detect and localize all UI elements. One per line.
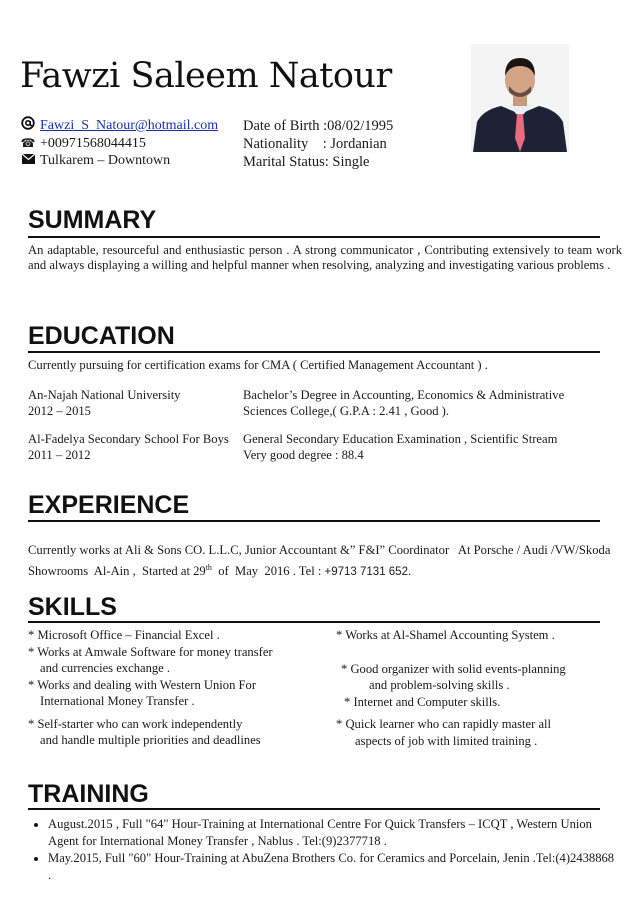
skill-item: and problem-solving skills . [369,678,510,692]
school-name: Al-Fadelya Secondary School For Boys [28,432,229,446]
profile-photo [471,44,569,152]
skill-item: * Works at Amwale Software for money transfer [28,644,273,659]
applicant-name: Fawzi Saleem Natour [20,56,392,96]
training-heading: TRAINING [28,780,149,808]
degree-line: Bachelor’s Degree in Accounting, Economics & Administrative [243,388,565,402]
skill-list-right [336,627,566,749]
experience-heading: EXPERIENCE [28,491,190,519]
phone-row [20,135,218,152]
experience-start-text: Showrooms Al-Ain , Started at 29 [28,564,206,579]
training-item: • May.2015, Full "60" Hour-Training at AbuZena Brothers Co. for Ceramics and Porcelain, Jenin .Tel:(4)2438868 . [48,850,618,883]
education-intro: Currently pursuing for certification exams for CMA ( Certified Management Accountant ) . [28,358,488,372]
skill-item: * Good organizer with solid events-planning [341,661,566,676]
training-item: • August.2015 , Full "64" Hour-Training at International Centre For Quick Transfers – ICQT , Western Union Agent for International Money Transfer , Nablus . Tel:(9)2377718 . [48,816,618,849]
skill-item: aspects of job with limited training . [355,733,538,748]
skill-item: International Money Transfer . [40,694,195,708]
date-of-birth: Date of Birth :08/02/1995 [243,118,394,134]
education-divider [28,351,600,353]
degree-line: General Secondary Education Examination , Scientific Stream [243,432,558,446]
education-entry-2-school [28,432,229,463]
skill-item: and currencies exchange . [40,661,171,675]
email-link[interactable]: Fawzi_S_Natour@hotmail.com [40,118,219,133]
address-text: Tulkarem – Downtown [40,153,171,168]
skills-divider [28,621,600,623]
email-row [20,116,218,135]
nationality: Nationality : Jordanian [243,136,387,152]
marital-status: Marital Status: Single [243,154,370,170]
summary-heading: SUMMARY [28,206,157,234]
contact-block [20,116,218,169]
school-years: 2012 – 2015 [28,403,91,418]
phone-icon: ☎ [20,136,36,150]
degree-line: Very good degree : 88.4 [243,447,364,462]
education-entry-2-degree [243,432,557,463]
education-entry-1-school [28,388,180,419]
summary-text: An adaptable, resourceful and enthusiastic person . A strong communicator , Contributing extensively to team work and always displaying a willing and helpful manner when resolving, analyzing and investigating various problems . [28,243,622,272]
date-suffix: th [205,563,212,572]
skill-item: * Works and dealing with Western Union For [28,677,257,692]
envelope-icon [20,152,36,169]
summary-divider [28,236,600,238]
experience-text [28,541,622,581]
address-row [20,152,218,169]
skill-item: * Works at Al-Shamel Accounting System . [336,628,555,642]
training-divider [28,808,600,810]
skill-item: * Quick learner who can rapidly master all [336,717,552,731]
school-name: An-Najah National University [28,388,181,402]
training-list [28,816,618,884]
school-years: 2011 – 2012 [28,447,91,462]
degree-line: Sciences College,( G.P.A : 2.41 , Good ). [243,403,450,418]
experience-date-text: of May 2016 . Tel : [211,564,325,579]
skill-item: and handle multiple priorities and deadlines [40,733,261,747]
phone-number: +00971568044415 [40,136,146,151]
personal-details [243,117,393,171]
skills-heading: SKILLS [28,593,117,621]
skill-item: * Internet and Computer skills. [344,694,501,709]
experience-tel: +9713 7131 652 [324,566,408,579]
education-entry-1-degree [243,388,564,419]
skill-list-left [28,627,273,749]
experience-divider [28,520,600,522]
experience-line-end: . [407,564,412,579]
skill-item: * Microsoft Office – Financial Excel . [28,628,220,642]
experience-line-2 [28,559,622,581]
education-heading: EDUCATION [28,322,175,350]
at-icon [20,116,36,135]
experience-line-1: Currently works at Ali & Sons CO. L.L.C, Junior Accountant &” F&I” Coordinator At Porsche / Audi /VW/Skoda [28,543,611,557]
skill-item: * Self-starter who can work independently [28,716,243,731]
